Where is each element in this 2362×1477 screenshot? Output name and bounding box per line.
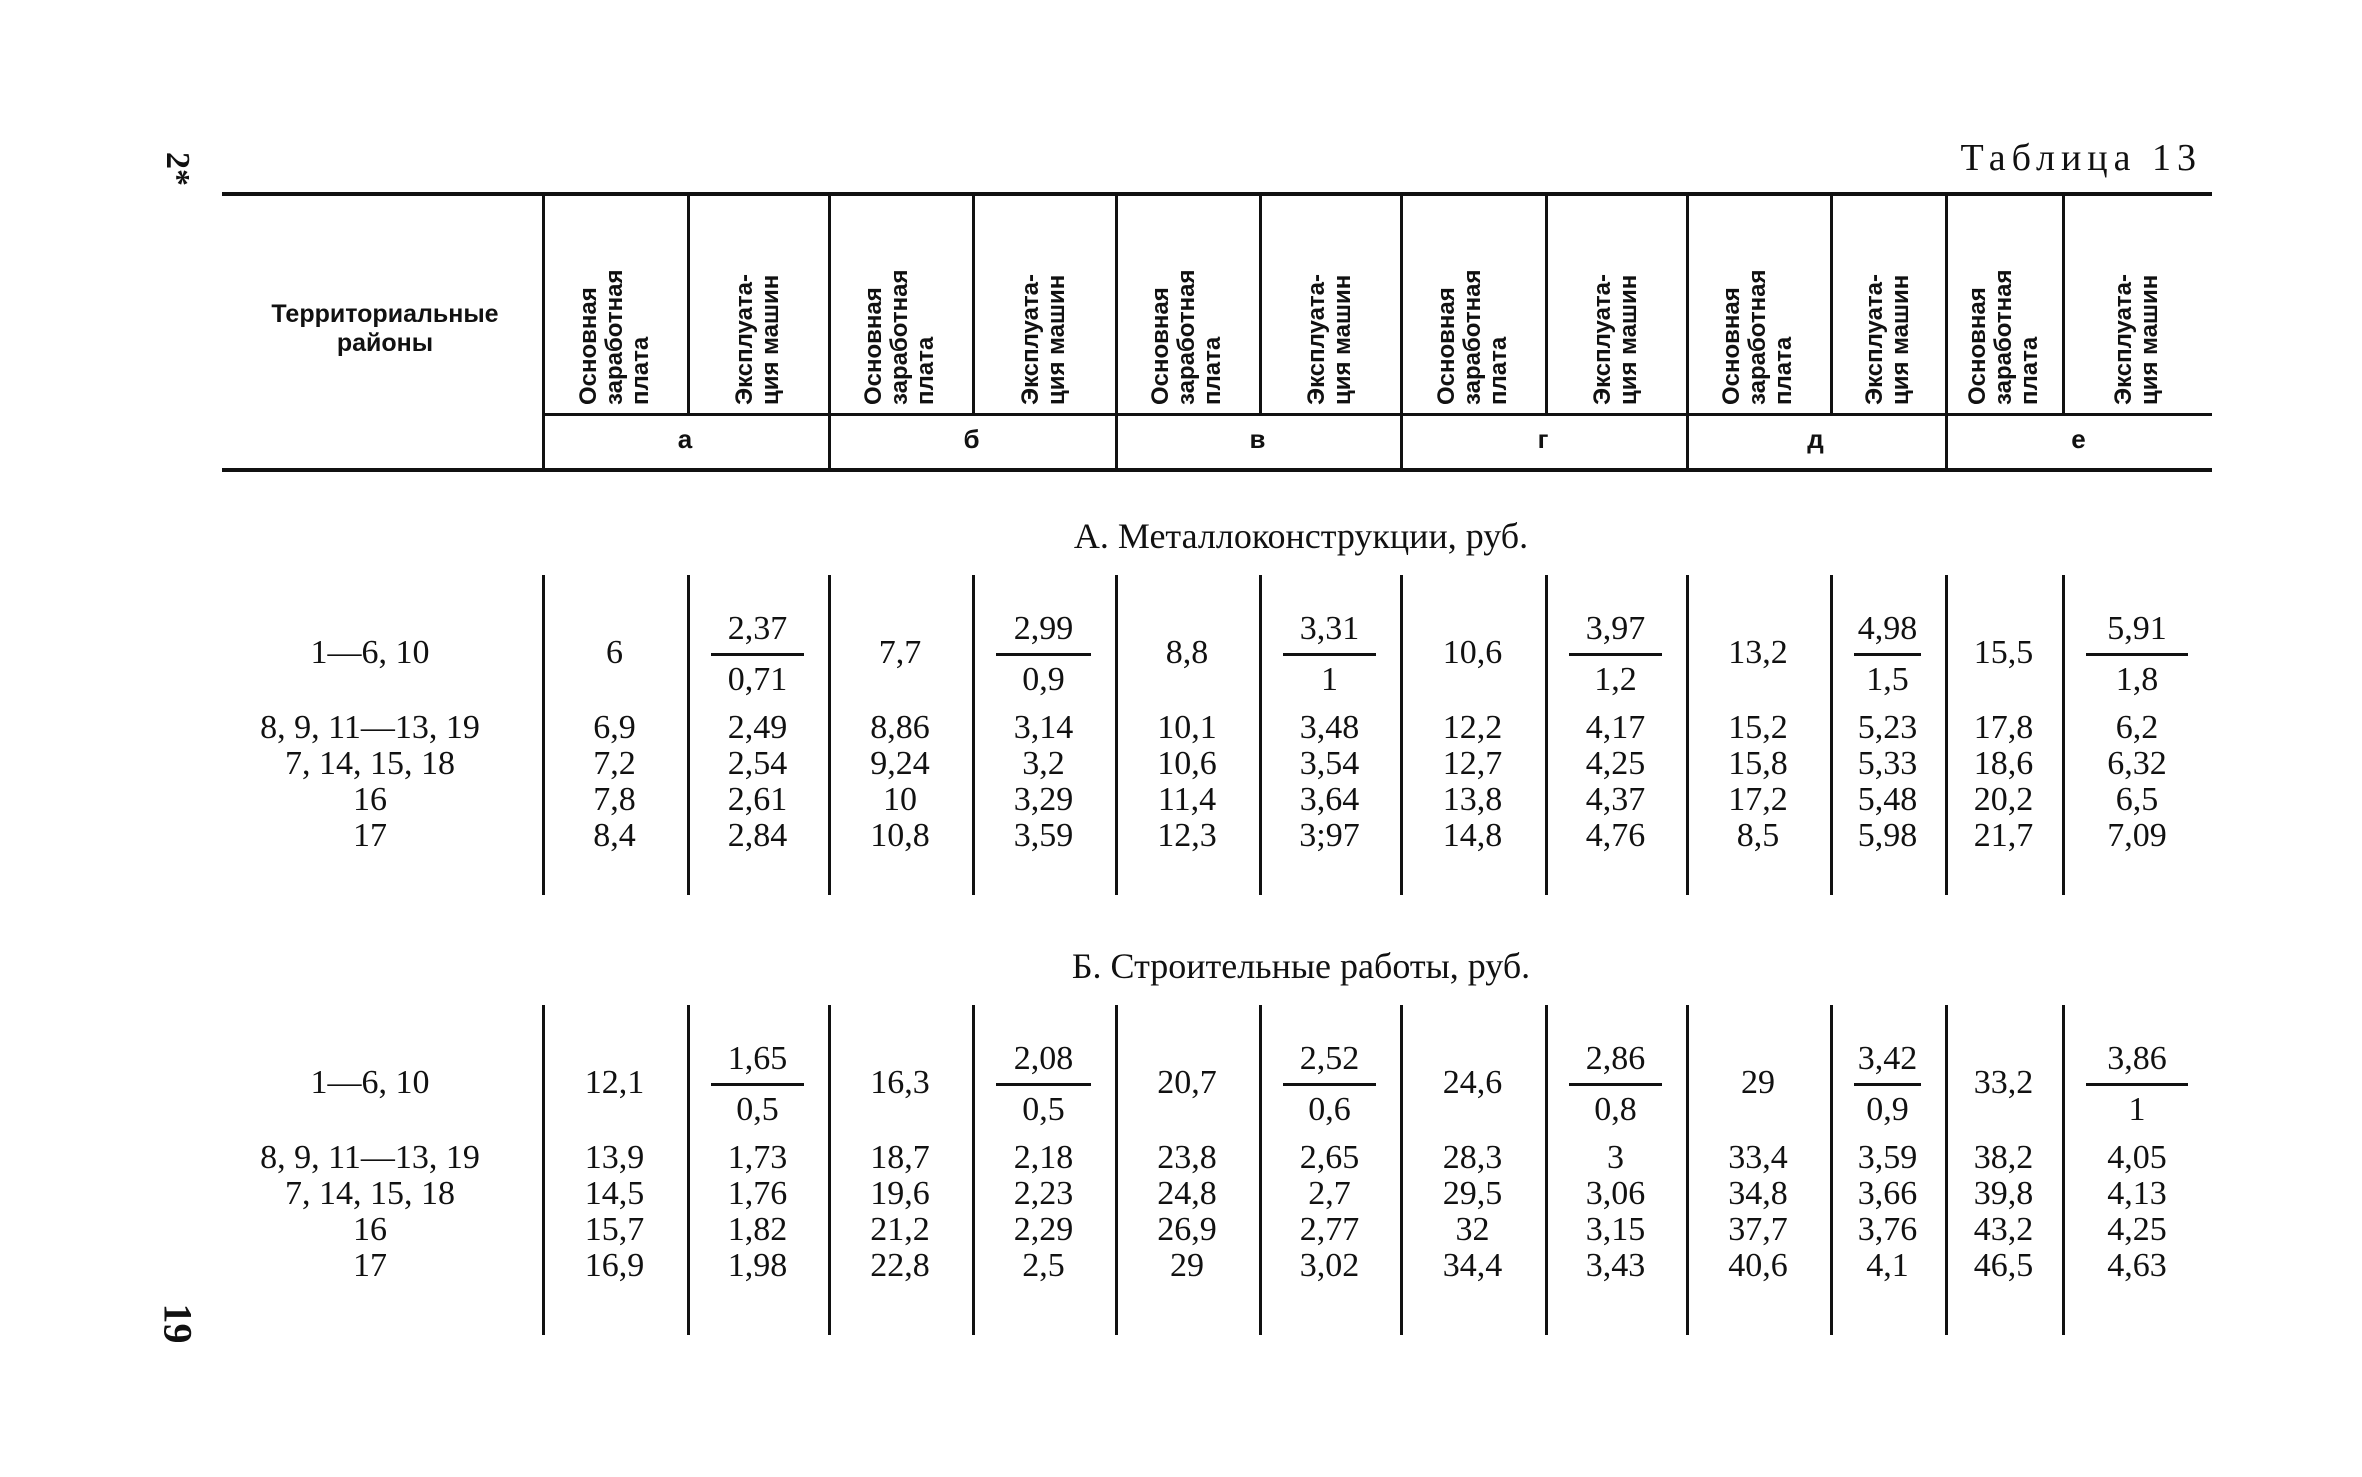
region-cell: 16 (353, 781, 387, 818)
value-cell: 37,7 (1728, 1211, 1788, 1248)
fraction-cell (1569, 605, 1662, 704)
value-cell: 8,86 (870, 709, 930, 746)
value-cell: 11,4 (1157, 781, 1217, 818)
fraction-cell (996, 1035, 1091, 1134)
value-cell: 46,5 (1973, 1247, 2034, 1284)
value-cell: 2,29 (1013, 1211, 1074, 1248)
fraction-denominator: 0,71 (727, 661, 788, 698)
region-cell: 8, 9, 11—13, 19 (260, 1139, 480, 1176)
group-label: е (2071, 424, 2086, 454)
value-cell: 4,25 (1585, 745, 1646, 782)
value-cell: 6 (606, 634, 623, 671)
value-cell: 3,54 (1299, 745, 1360, 782)
column-header-salary: Основная заработная плата (860, 269, 939, 405)
value-cell: 2,77 (1299, 1211, 1360, 1248)
fraction-denominator: 0,9 (1022, 661, 1065, 698)
fraction-numerator: 2,99 (996, 605, 1091, 656)
region-cell: 1—6, 10 (310, 634, 430, 671)
value-cell: 17,2 (1728, 781, 1788, 818)
value-cell: 6,9 (593, 709, 636, 746)
section-title: А. Металлоконструкции, руб. (1073, 516, 1529, 556)
value-cell: 1,82 (727, 1211, 788, 1248)
value-cell: 22,8 (870, 1247, 930, 1284)
value-cell: 12,7 (1442, 745, 1503, 782)
value-cell: 5,33 (1857, 745, 1918, 782)
fraction-numerator: 5,91 (2086, 605, 2188, 656)
value-cell: 4,17 (1585, 709, 1646, 746)
value-cell: 10,8 (870, 817, 930, 854)
group-label: д (1807, 424, 1824, 454)
fraction-denominator: 1,5 (1866, 661, 1909, 698)
value-cell: 5,98 (1857, 817, 1918, 854)
value-cell: 20,2 (1973, 781, 2034, 818)
value-cell: 6,5 (2115, 781, 2159, 818)
value-cell: 5,48 (1857, 781, 1918, 818)
fraction-numerator: 3,42 (1854, 1035, 1921, 1086)
region-cell: 17 (353, 817, 387, 854)
value-cell: 2,5 (1022, 1247, 1065, 1284)
value-cell: 1,76 (727, 1175, 788, 1212)
value-cell: 2,65 (1299, 1139, 1360, 1176)
group-label: б (963, 424, 980, 454)
fraction-cell (1283, 1035, 1376, 1134)
column-header-salary: Основная заработная плата (1432, 269, 1512, 405)
value-cell: 15,8 (1728, 745, 1788, 782)
value-cell: 10,6 (1442, 634, 1503, 671)
region-cell: 17 (353, 1247, 387, 1284)
value-cell: 4,13 (2107, 1175, 2167, 1212)
value-cell: 33,4 (1728, 1139, 1788, 1176)
column-header-salary: Основная заработная плата (1718, 269, 1797, 405)
value-cell: 43,2 (1973, 1211, 2034, 1248)
fraction-numerator: 3,31 (1283, 605, 1376, 656)
value-cell: 15,5 (1973, 634, 2034, 671)
fraction-cell (1283, 605, 1376, 704)
region-cell: 7, 14, 15, 18 (285, 1175, 455, 1212)
value-cell: 9,24 (870, 745, 930, 782)
region-column-header: Территориальные районы (271, 300, 499, 357)
fraction-numerator: 2,37 (711, 605, 804, 656)
value-cell: 8,5 (1736, 817, 1780, 854)
subcolumn-divider (687, 196, 690, 414)
value-cell: 17,8 (1973, 709, 2034, 746)
value-cell: 40,6 (1728, 1247, 1788, 1284)
value-cell: 4,63 (2107, 1247, 2167, 1284)
column-header-machines: Эксплуата- ция машин (1588, 273, 1642, 405)
column-header-machines: Эксплуата- ция машин (730, 273, 784, 405)
fraction-denominator: 0,5 (1022, 1091, 1065, 1128)
value-cell: 12,3 (1157, 817, 1217, 854)
value-cell: 34,8 (1728, 1175, 1788, 1212)
value-cell: 1,73 (727, 1139, 788, 1176)
group-label: а (677, 424, 693, 454)
value-cell: 18,7 (870, 1139, 930, 1176)
column-header-machines: Эксплуата- ция машин (1302, 273, 1356, 405)
value-cell: 39,8 (1973, 1175, 2034, 1212)
value-cell: 20,7 (1157, 1064, 1217, 1101)
value-cell: 2,61 (727, 781, 788, 818)
subcolumn-divider (1259, 196, 1262, 414)
value-cell: 14,8 (1442, 817, 1503, 854)
fraction-cell (711, 1035, 804, 1134)
value-cell: 3,48 (1299, 709, 1360, 746)
value-cell: 16,3 (870, 1064, 930, 1101)
value-cell: 15,2 (1728, 709, 1788, 746)
subcolumn-divider (1545, 196, 1548, 414)
page-number: 19 (155, 1303, 201, 1344)
value-cell: 3,14 (1013, 709, 1074, 746)
fraction-numerator: 2,52 (1283, 1035, 1376, 1086)
fraction-cell (711, 605, 804, 704)
value-cell: 3,29 (1013, 781, 1074, 818)
value-cell: 34,4 (1442, 1247, 1503, 1284)
value-cell: 32 (1455, 1211, 1490, 1248)
value-cell: 5,23 (1857, 709, 1918, 746)
subcolumn-divider (972, 196, 975, 414)
value-cell: 13,8 (1442, 781, 1503, 818)
fraction-numerator: 1,65 (711, 1035, 804, 1086)
value-cell: 29,5 (1442, 1175, 1503, 1212)
value-cell: 14,5 (584, 1175, 645, 1212)
region-cell: 8, 9, 11—13, 19 (260, 709, 480, 746)
value-cell: 24,8 (1157, 1175, 1217, 1212)
value-cell: 28,3 (1442, 1139, 1503, 1176)
fraction-denominator: 0,8 (1594, 1091, 1637, 1128)
value-cell: 2,84 (727, 817, 788, 854)
fraction-cell (1854, 605, 1921, 704)
fraction-cell (996, 605, 1091, 704)
value-cell: 4,76 (1585, 817, 1646, 854)
column-header-machines: Эксплуата- ция машин (2110, 273, 2163, 405)
fraction-denominator: 1 (2128, 1091, 2146, 1128)
fraction-cell (1569, 1035, 1662, 1134)
value-cell: 2,18 (1013, 1139, 1074, 1176)
value-cell: 1,98 (727, 1247, 788, 1284)
section-title: Б. Строительные работы, руб. (1071, 946, 1531, 986)
column-header-machines: Эксплуата- ция машин (1016, 273, 1070, 405)
value-cell: 3,43 (1585, 1247, 1646, 1284)
fraction-denominator: 1,2 (1594, 661, 1637, 698)
column-header-salary: Основная заработная плата (1147, 269, 1226, 405)
subcolumn-divider (2062, 196, 2065, 414)
column-header-salary: Основная заработная плата (574, 269, 654, 405)
fraction-numerator: 3,97 (1569, 605, 1662, 656)
value-cell: 7,7 (878, 634, 922, 671)
fraction-denominator: 1 (1321, 661, 1338, 698)
side-mark: 2* (159, 152, 196, 186)
fraction-denominator: 0,6 (1308, 1091, 1351, 1128)
value-cell: 12,1 (584, 1064, 645, 1101)
header-top-rule (222, 192, 2212, 196)
value-cell: 21,2 (870, 1211, 930, 1248)
value-cell: 38,2 (1973, 1139, 2034, 1176)
fraction-cell (2086, 1035, 2188, 1134)
value-cell: 3,66 (1857, 1175, 1918, 1212)
fraction-numerator: 4,98 (1854, 605, 1921, 656)
fraction-cell (2086, 605, 2188, 704)
region-cell: 16 (353, 1211, 387, 1248)
value-cell: 3;97 (1299, 817, 1360, 854)
value-cell: 29 (1170, 1247, 1204, 1284)
value-cell: 24,6 (1442, 1064, 1503, 1101)
value-cell: 4,37 (1585, 781, 1646, 818)
value-cell: 3 (1607, 1139, 1624, 1176)
value-cell: 18,6 (1973, 745, 2034, 782)
value-cell: 3,06 (1585, 1175, 1646, 1212)
subcolumn-divider (1830, 196, 1833, 414)
value-cell: 10 (883, 781, 917, 818)
value-cell: 3,59 (1857, 1139, 1918, 1176)
value-cell: 2,49 (727, 709, 788, 746)
column-header-machines: Эксплуата- ция машин (1860, 273, 1914, 405)
value-cell: 4,25 (2107, 1211, 2167, 1248)
value-cell: 3,76 (1857, 1211, 1918, 1248)
value-cell: 15,7 (584, 1211, 645, 1248)
value-cell: 13,9 (584, 1139, 645, 1176)
value-cell: 6,2 (2115, 709, 2159, 746)
region-cell: 1—6, 10 (310, 1064, 430, 1101)
value-cell: 3,2 (1022, 745, 1065, 782)
value-cell: 3,59 (1013, 817, 1074, 854)
fraction-numerator: 2,08 (996, 1035, 1091, 1086)
value-cell: 26,9 (1157, 1211, 1217, 1248)
fraction-denominator: 1,8 (2115, 661, 2159, 698)
column-header-salary: Основная заработная плата (1963, 269, 2043, 405)
value-cell: 2,54 (727, 745, 788, 782)
value-cell: 8,4 (593, 817, 636, 854)
value-cell: 13,2 (1728, 634, 1788, 671)
fraction-cell (1854, 1035, 1921, 1134)
value-cell: 10,6 (1157, 745, 1217, 782)
value-cell: 10,1 (1157, 709, 1217, 746)
value-cell: 2,23 (1013, 1175, 1074, 1212)
group-label: г (1537, 424, 1549, 454)
value-cell: 3,02 (1299, 1247, 1360, 1284)
value-cell: 3,64 (1299, 781, 1360, 818)
group-label: в (1249, 424, 1266, 454)
value-cell: 4,05 (2107, 1139, 2167, 1176)
value-cell: 12,2 (1442, 709, 1503, 746)
value-cell: 7,09 (2107, 817, 2167, 854)
value-cell: 23,8 (1157, 1139, 1217, 1176)
header-mid-rule (542, 413, 2212, 416)
value-cell: 16,9 (584, 1247, 645, 1284)
region-cell: 7, 14, 15, 18 (285, 745, 455, 782)
value-cell: 4,1 (1866, 1247, 1909, 1284)
value-cell: 29 (1741, 1064, 1775, 1101)
fraction-numerator: 2,86 (1569, 1035, 1662, 1086)
header-bottom-rule (222, 468, 2212, 472)
value-cell: 8,8 (1165, 634, 1209, 671)
fraction-denominator: 0,9 (1866, 1091, 1909, 1128)
value-cell: 6,32 (2107, 745, 2167, 782)
fraction-numerator: 3,86 (2086, 1035, 2188, 1086)
value-cell: 3,15 (1585, 1211, 1646, 1248)
value-cell: 21,7 (1973, 817, 2034, 854)
fraction-denominator: 0,5 (736, 1091, 779, 1128)
value-cell: 2,7 (1308, 1175, 1351, 1212)
value-cell: 19,6 (870, 1175, 930, 1212)
value-cell: 33,2 (1973, 1064, 2034, 1101)
table-title: Таблица 13 (1960, 137, 2202, 179)
value-cell: 7,8 (593, 781, 636, 818)
value-cell: 7,2 (593, 745, 636, 782)
